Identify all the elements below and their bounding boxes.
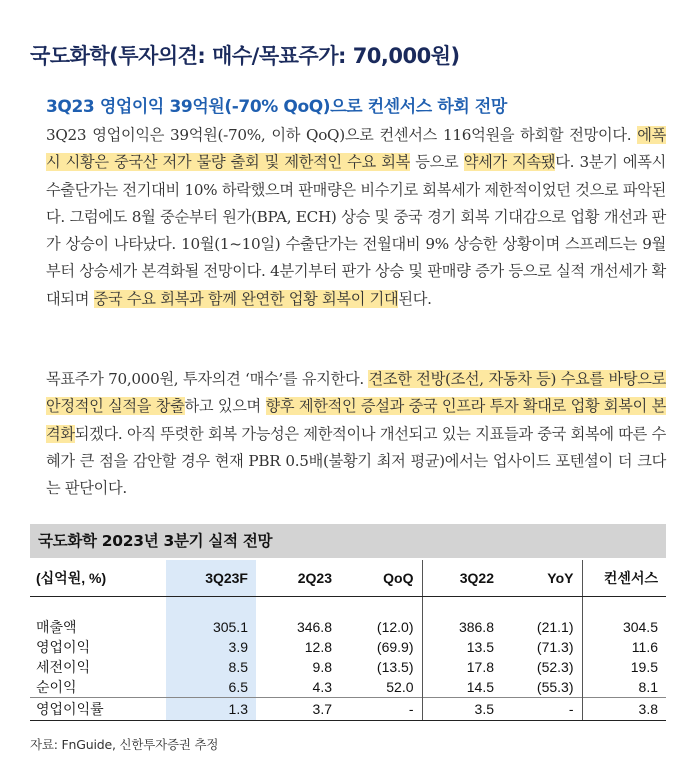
table-cell: 1.3 [166, 698, 256, 721]
table-cell: 3.7 [256, 698, 340, 721]
header-cell: 컨센서스 [582, 560, 666, 597]
table-cell: (52.3) [502, 657, 582, 677]
earnings-table [30, 560, 666, 721]
table-cell: 14.5 [466, 679, 494, 695]
table-cell: 12.8 [304, 639, 332, 655]
paragraph-earnings [46, 122, 666, 313]
table-cell: 3.8 [582, 698, 666, 721]
table-cell: 386.8 [458, 619, 494, 635]
table-cell: 17.8 [466, 659, 494, 675]
table-cell: (12.0) [340, 617, 422, 637]
table-cell: 305.1 [166, 617, 256, 637]
table-cell: 9.8 [312, 659, 332, 675]
text-segment: 하고 있으며 [184, 397, 266, 416]
table-cell: 3.9 [166, 637, 256, 657]
row-label: 순이익 [36, 679, 77, 695]
highlight-text: 약세가 지속됐 [463, 153, 556, 172]
table-row [30, 657, 666, 677]
table-header-row [30, 560, 666, 597]
highlight-text: 에폭시 시황은 중국산 저가 물량 출회 및 제한적인 수요 회복 [46, 126, 666, 172]
table-cell: 8.1 [638, 679, 658, 695]
table-cell: 52.0 [340, 677, 422, 698]
table-row [30, 677, 666, 698]
table-cell: (21.1) [502, 617, 582, 637]
table-cell: (13.5) [340, 657, 422, 677]
table-cell: 6.5 [166, 677, 256, 698]
table-cell: (69.9) [340, 637, 422, 657]
header-cell: 2Q23 [256, 560, 340, 597]
table-cell: 3.5 [422, 698, 502, 721]
text-segment: 된다. [398, 289, 432, 308]
source-note: 자료: FnGuide, 신한투자증권 추정 [30, 737, 219, 752]
header-cell: 3Q23F [166, 560, 256, 597]
row-label: 매출액 [36, 619, 77, 635]
table-row [30, 617, 666, 637]
report-title: 국도화학(투자의견: 매수/목표주가: 70,000원) [30, 44, 460, 68]
text-segment: 등으로 [409, 153, 464, 172]
paragraph-target-price [46, 366, 666, 502]
report-subtitle: 3Q23 영업이익 39억원(-70% QoQ)으로 컨센서스 하회 전망 [46, 97, 507, 117]
table-cell: 8.5 [166, 657, 256, 677]
highlight-text: 중국 수요 회복과 함께 완연한 업황 회복이 기대 [93, 289, 399, 308]
table-title: 국도화학 2023년 3분기 실적 전망 [30, 524, 666, 558]
header-cell: (십억원, %) [30, 560, 166, 597]
table-cell: (71.3) [502, 637, 582, 657]
table-cell: - [340, 698, 422, 721]
highlight-text: 향후 제한적인 증설과 중국 인프라 투자 확대로 업황 회복이 본격화 [46, 397, 666, 443]
table-cell: 4.3 [312, 679, 332, 695]
table-cell: 11.6 [631, 639, 658, 655]
header-cell: YoY [502, 560, 582, 597]
table-row [30, 698, 666, 721]
row-label: 세전이익 [36, 659, 91, 675]
text-segment: 목표주가 70,000원, 투자의견 ‘매수’를 유지한다. [46, 370, 369, 388]
text-segment: 되겠다. 아직 뚜렷한 회복 가능성은 제한적이나 개선되고 있는 지표들과 중국 회복에 따른 수혜가 큰 점을 감안할 경우 현재 PBR 0.5배(불황기 최저 평균)에서는 업사이드 포텐셜이 더 크다는 판단이다. [46, 424, 666, 498]
header-cell: 3Q22 [422, 560, 502, 597]
table-cell: (55.3) [502, 677, 582, 698]
table-cell: - [502, 698, 582, 721]
table-cell: 346.8 [296, 619, 332, 635]
row-label: 영업이익률 [30, 698, 166, 721]
highlight-text: 견조한 전방(조선, 자동차 등) 수요를 바탕으로 안정적인 실적을 창출 [46, 370, 666, 416]
text-segment: 다. 3분기 에폭시 수출단가는 전기대비 10% 하락했으며 판매량은 비수기로 회복세가 제한적이었던 것으로 파악된다. 그럼에도 8월 중순부터 원가(BPA, ECH) 상승 및 중국 경기 회복 기대감으로 업황 개선과 판가 상승이 나타났다. 10월(1~10일) 수출단가는 전월대비 9% 상승한 상황이며 스프레드는 9월부터 상승세가 본격화될 전망이다. 4분기부터 판가 상승 및 판매량 증가 등으로 실적 개선세가 확대되며 [46, 153, 666, 308]
table-cell: 304.5 [622, 619, 658, 635]
text-segment: 3Q23 영업이익은 39억원(-70%, 이하 QoQ)으로 컨센서스 116억원을 하회할 전망이다. [46, 126, 632, 144]
header-cell: QoQ [340, 560, 422, 597]
row-label: 영업이익 [36, 639, 91, 655]
table-cell: 13.5 [466, 639, 494, 655]
table-row [30, 637, 666, 657]
table-cell: 19.5 [630, 659, 658, 675]
